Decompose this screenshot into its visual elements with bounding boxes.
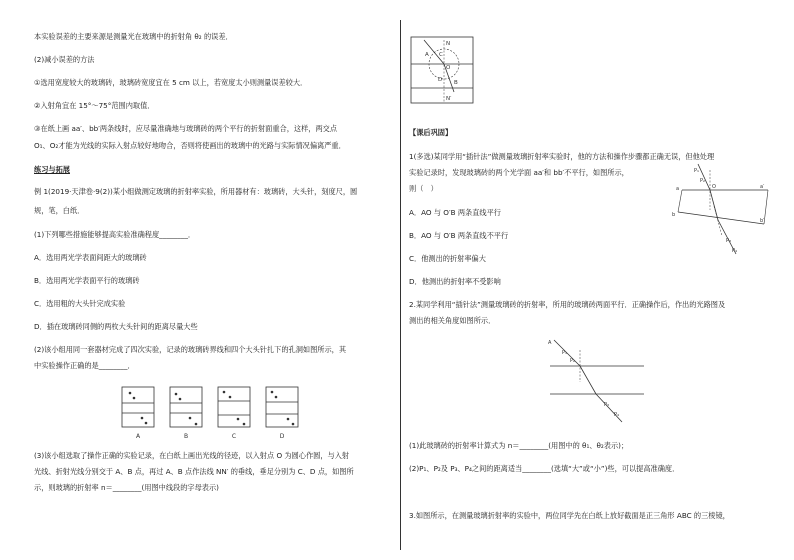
left-line-17: 光线、折射光线分别交于 A、B 点，再过 A、B 点作法线 NN′ 的垂线，垂足分别为 C、D 点，如图所 [34,467,354,476]
right-line-3: 则（ ） [409,184,438,193]
svg-text:O: O [712,184,716,190]
svg-text:P₂: P₂ [570,358,576,364]
left-line-1: (2)减小误差的方法 [34,55,95,64]
svg-text:b: b [672,212,676,218]
right-line-2: 实验记录时，发现玻璃砖的两个光学面 aa′和 bb′不平行，如图所示， [409,168,629,177]
right-line-8: 2.某同学利用“插针法”测量玻璃砖的折射率，所用的玻璃砖两面平行．正确操作后，作出的光路图及 [409,300,726,309]
svg-text:C: C [439,52,443,58]
refraction-circle-figure [410,36,475,110]
left-line-7: 例 1(2019·天津卷·9(2))某小组做测定玻璃的折射率实验，所用器材有：玻璃砖，大头针，刻度尺，圆 [34,187,358,196]
left-line-2: ①选用宽度较大的玻璃砖，玻璃砖宽度宜在 5 cm 以上，若宽度太小则测量误差较大． [34,78,308,87]
left-line-8: 规，笔，白纸． [34,206,85,215]
right-line-10: (1)此玻璃砖的折射率计算式为 n＝________(用图中的 θ₁、θ₂表示)； [409,441,629,450]
figure-a [122,387,154,427]
fig-label-c: C [231,433,237,440]
option-a: A．选用两光学表面间距大的玻璃砖 [34,253,147,262]
left-line-15: 中实验操作正确的是________． [34,361,135,370]
q1-option-a: A．AO 与 O′B 两条直线平行 [409,208,501,217]
svg-text:P₄: P₄ [614,412,620,418]
svg-text:b′: b′ [760,218,765,224]
section-heading-practice: 练习与拓展 [34,165,70,174]
parallel-glass-figure [540,334,650,433]
svg-text:a: a [676,186,680,192]
svg-text:P₁: P₁ [694,168,700,174]
svg-text:D: D [438,77,443,83]
fig-label-b: B [183,433,189,440]
left-line-4: ③在纸上画 aa′、bb′两条线时，应尽量准确地与玻璃砖的两个平行的折射面重合，这样，两交点 [34,124,338,133]
q1-option-d: D．他测出的折射率不受影响 [409,277,501,286]
left-line-18: 示，则玻璃的折射率 n＝________(用图中线段的字母表示) [34,483,219,492]
nonparallel-glass-figure [672,160,772,264]
left-line-14: (2)该小组用同一套器材完成了四次实验，记录的玻璃砖界线和四个大头针扎下的孔洞如图所示，其 [34,345,347,354]
section-heading-after-class: 【课后巩固】 [409,128,453,137]
right-line-12: 3.如图所示，在测量玻璃折射率的实验中，两位同学先在白纸上放好截面是正三角形 ABC 的三棱镜， [409,511,730,520]
left-line-5: O₁、O₂才能为光线的实际入射点较好地吻合，否则将使画出的玻璃中的光路与实际情况偏离严重． [34,141,346,150]
svg-text:a′: a′ [760,184,765,190]
svg-text:N: N [446,41,451,47]
figure-c [218,387,250,427]
left-line-3: ②入射角宜在 15°～75°范围内取值． [34,101,155,110]
right-line-9: 测出的相关角度如图所示． [409,316,496,325]
figure-b [170,387,202,427]
experiment-figures [120,385,320,447]
column-divider [400,20,401,550]
left-line-16: (3)该小组选取了操作正确的实验记录，在白纸上画出光线的径迹，以入射点 O 为圆心作圆，与入射 [34,451,350,460]
svg-text:B: B [454,80,458,86]
svg-text:O: O [446,65,451,71]
left-line-0: 本实验误差的主要来源是测量光在玻璃中的折射角 θ₂ 的误差． [34,32,233,41]
left-line-9: (1)下列哪些措施能够提高实验准确程度________． [34,230,196,239]
figure-d [266,387,298,427]
q1-option-c: C．他测出的折射率偏大 [409,254,486,263]
svg-text:P₃: P₃ [604,402,610,408]
svg-text:P₄: P₄ [732,248,738,254]
svg-text:N′: N′ [446,96,452,102]
svg-text:P₃: P₃ [726,238,732,244]
fig-label-d: D [279,433,285,440]
option-c: C．选用粗的大头针完成实验 [34,299,126,308]
q1-option-b: B．AO 与 O′B 两条直线不平行 [409,231,509,240]
svg-text:P₂: P₂ [700,178,706,184]
svg-text:P₁: P₁ [562,350,568,356]
right-line-1: 1(多选)某同学用“插针法”做测量玻璃折射率实验时，他的方法和操作步骤都正确无误，但他处理 [409,152,715,161]
option-b: B．选用两光学表面平行的玻璃砖 [34,276,140,285]
option-d: D．插在玻璃砖同侧的两枚大头针间的距离尽量大些 [34,322,198,331]
svg-text:A: A [425,52,429,58]
fig-label-a: A [135,433,141,440]
svg-text:A: A [548,340,552,346]
right-line-11: (2)P₁、P₂及 P₃、P₄之间的距离适当________(选填“大”或“小”)些，可以提高准确度． [409,464,680,473]
